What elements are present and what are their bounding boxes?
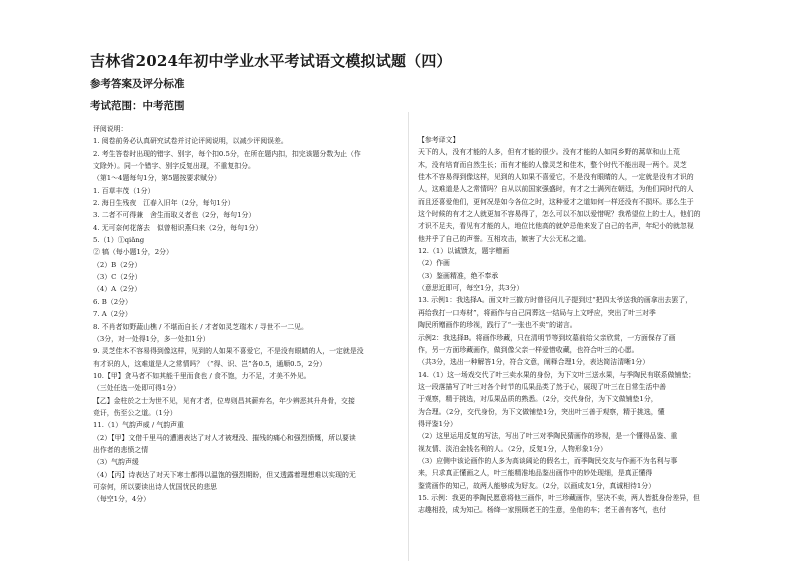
answer-line: 9. 灵芝佳木不容易得到像这样，见到的人如果不喜爱它，不是没有眼睛的人，一定就是没 <box>93 347 364 356</box>
answer-line: 有才识的人，这难道是人之常情吗？（“得、识、岂”各0.5，通顺0.5，2分） <box>93 359 327 368</box>
translation-line: 志趣相投，成为知己。杨绛一家照顾老王的生意，坐他的车；老王善有客气，也付 <box>418 506 667 515</box>
translation-line: 15. 示例：我更的季陶民愿意将他三画作，叶三珍藏画作，坚决不卖，两人皆抵身份差异，但 <box>418 493 700 502</box>
translation-line: 鉴赏画作的知己，故两人能够成为好友。（2分，以画成友1分，真诚相待1分） <box>418 481 656 490</box>
answer-line: 4. 无可奈何花落去 似曾相识燕归来（2分，每句1分） <box>93 223 263 232</box>
translation-line: 天下的人，没有才能的人多，但有才能的很少。没有才能的人如同乡野的蒿草和山上荒 <box>418 148 680 157</box>
translation-line: 再给我打一口寿材”，将画作与自己同葬这一结局与上文呼应，突出了叶三对季 <box>418 308 656 317</box>
answer-line: ② 犒（每小题1分，2分） <box>93 248 173 257</box>
translation-line: 他并乎了自己的声誉。互相攻击，嫉害了大公无私之道。 <box>418 234 591 243</box>
answer-line: 3. 二者不可得兼 舍生而取义者也（2分，每句1分） <box>93 211 256 220</box>
answer-line: 6. B（2分） <box>93 297 132 306</box>
answer-line: 文除外）。同一个错字、别字反复出现，不重复扣分。 <box>93 162 255 171</box>
translation-line: 视友情、淡泊金钱名利的人。（2分，反复1分，人物形象1分） <box>418 444 607 453</box>
answer-line: 1. 百草丰茂（1分） <box>93 186 155 195</box>
answer-line: （3）C（2分） <box>93 273 142 282</box>
translation-line: 【参考译文】 <box>418 136 460 144</box>
translation-line: 佳木不容易得到像这样，见到的人如果不喜爱它，不是没有眼睛的人，一定就是没有才识的 <box>418 173 694 182</box>
answer-line: （4）A（2分） <box>93 285 142 294</box>
translation-line: 来，只求真正懂画之人，叶三能精准地品鉴出画作中的妙处现细，是真正懂得 <box>418 469 653 478</box>
translation-line: 人，这难道是人之常情吗？自从以前国家强盛时，有才之士满列在朝廷，为他们同时代的人 <box>418 185 694 194</box>
translation-line: 陶民所赠画作的珍视，践行了“一张也不卖”的诺言。 <box>418 321 577 330</box>
reference-translation-column <box>418 134 780 517</box>
translation-line: （2）这里运用反复的写法，写出了叶三对季陶民猜画作的珍视，是一个懂得品鉴、重 <box>418 432 678 441</box>
answer-line: 【乙】金柱於之士为世不见，见有才者，位卑则昌其薪弃名，年少辨恶其升舟骨，交接 <box>93 396 355 405</box>
translation-line: （意思近即可，每空1分，共3分） <box>418 284 524 293</box>
answer-line: 10.【甲】贪马者不如其能千里而食也 / 食不饱，力不足，才美不外见。 <box>93 371 311 380</box>
answer-line: 1. 阅卷前务必认真研究试卷并讨论评阅说明，以减少评阅误差。 <box>93 137 288 146</box>
answer-line: （3分，对一处得1分，多一处扣1分） <box>93 334 210 343</box>
answer-line: 可奈何，所以要读出诗人忧国忧民的悲思 <box>93 482 218 491</box>
answer-line: 出作者的悲愤之情 <box>93 445 149 454</box>
answer-line: 竞讦，伤至公之道。（1分） <box>93 408 177 417</box>
translation-line: （3）鉴画精准，绝不奉承 <box>418 271 499 280</box>
translation-line: （共3分，选出一种解答1分，符合文意，阐释合理1分，表达简洁清晰1分） <box>418 358 650 367</box>
translation-line: 于观察，精于挑选，对瓜果品质的熟悉。（2分，交代身份，为下文做铺垫1分， <box>418 395 658 404</box>
exam-scope-heading: 考试范围：中考范围 <box>90 100 185 112</box>
translation-line: 14.（1）这一场戏交代了叶三卖水果的身份，为下文叶三送水果，与季陶民有联系做铺垫； <box>418 370 696 379</box>
answer-line: （每空1分，4分） <box>93 495 151 504</box>
translation-line: 为合理。（2分，交代身份，为下文做铺垫1分，突出叶三善于观察，精于挑选，懂 <box>418 407 665 416</box>
translation-line: 作，另一方面珍藏画作，做到像父亲一样爱惜收藏，也符合叶三的心愿。 <box>418 345 639 354</box>
column-divider <box>408 112 409 561</box>
translation-line: 这一段落描写了叶三对各个时节的瓜果品类了然于心，展现了叶三在日常生活中善 <box>418 382 667 391</box>
translation-line: 木，没有培育而自然生长；而有才能的人像灵芝和佳木，整个时代不能出现一两个。灵芝 <box>418 160 687 169</box>
answer-line: 2. 海日生残夜 江春入旧年（2分，每句1分） <box>93 199 235 208</box>
translation-line: 得评鉴1分） <box>418 419 457 428</box>
exam-title: 吉林省2024年初中学业水平考试语文模拟试题（四） <box>90 52 452 70</box>
translation-line: 才识不足夫，看见有才能的人，地位比他高的就妒忌他来发了自己的名声，年纪小的就忽视 <box>418 222 694 231</box>
answer-line: 7. A（2分） <box>93 310 132 319</box>
answer-line: （2）【甲】文借千里马的遭遇表达了对人才被埋没、摧残的痛心和强烈愤慨，所以要读 <box>93 433 356 442</box>
translation-line: 示例2：我选择B。将画作珍藏，只在清明节等到坟墓前给父亲欣赏，一方面保存了画 <box>418 333 676 342</box>
translation-line: 13. 示例1：我选择A。面文叶三撤方时曾径问儿子提到过“把四太爷送我的画拿出去罢了， <box>418 296 693 305</box>
answer-line: 11.（1）气韵声威 / 气韵声重 <box>93 421 184 430</box>
translation-line: 而且还喜爱他们，更何况是如今各位之时，这种爱才之道如何一样还没有不损坏。那么生于 <box>418 197 694 206</box>
answer-line: 2. 考生答卷时出现的错字、别字，每个扣0.5分，在所在题内扣，扣完该题分数为止（作 <box>93 149 361 158</box>
answer-line: （4）【丙】诗表达了对天下寒士都得以温饱的强烈期盼，但又透露着理想难以实现的无 <box>93 470 356 479</box>
translation-line: 12.（1）以诚馈友，题字赠画 <box>418 247 510 256</box>
answer-key-column <box>93 123 393 506</box>
answer-line: （3）气韵声缓 <box>93 458 139 467</box>
answer-line: 评阅说明： <box>93 125 128 133</box>
answer-line: 8. 不肖者如野蔬山樵 / 不堪而自长 / 才者如灵芝瑞木 / 寻世不一二见。 <box>93 322 308 331</box>
translation-line: （3）应侧中该论画作的人多为高谈阔论的假名士，而季陶民交友与作画不为名利与事 <box>418 456 678 465</box>
answer-line: 5.（1）①qiǎng <box>93 236 145 245</box>
answer-key-heading: 参考答案及评分标准 <box>90 78 185 90</box>
answer-line: （三处任选一处即可得1分） <box>93 384 181 393</box>
answer-line: （2）B（2分） <box>93 260 142 269</box>
translation-line: 这个时候的有才之人就更加不容易得了，怎么可以不加以爱惜呢？我希望位上的士人，他们的 <box>418 210 701 219</box>
answer-line: （第1～4题每句1分，第5题按要求赋分） <box>93 174 221 183</box>
translation-line: （2）作画 <box>418 259 450 268</box>
